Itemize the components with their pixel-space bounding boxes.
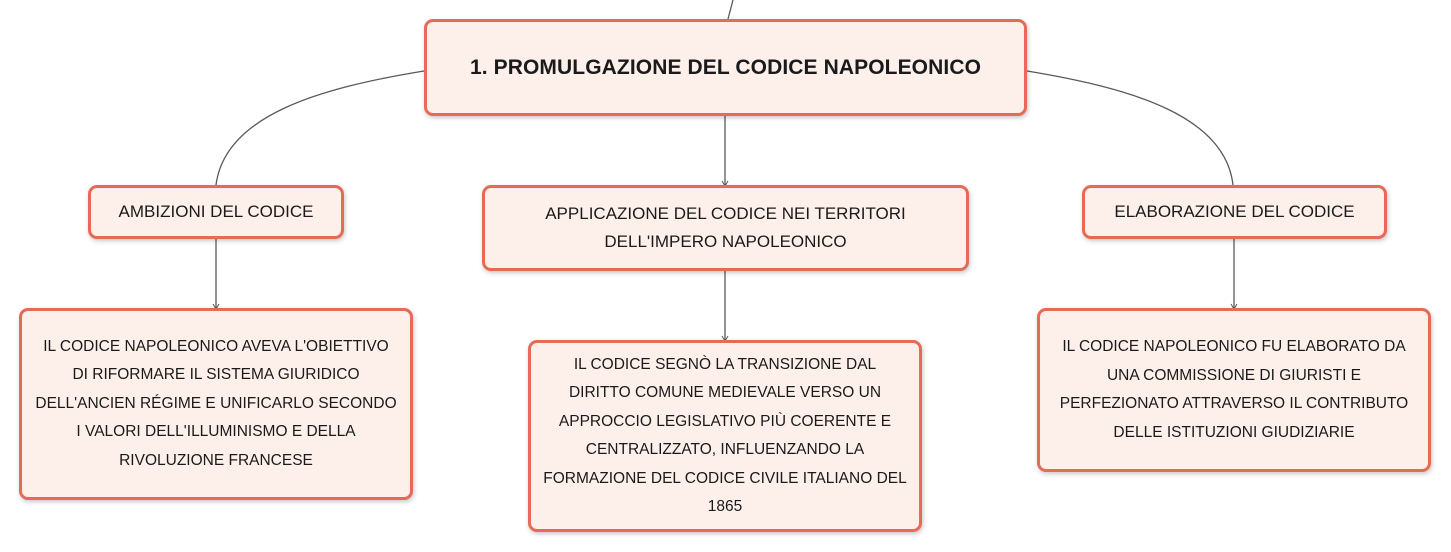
topic-node-label: AMBIZIONI DEL CODICE bbox=[118, 202, 314, 221]
detail-node-applicazione[interactable] bbox=[528, 340, 922, 532]
connector-root-to-ambizioni bbox=[216, 71, 424, 185]
topic-node-label: APPLICAZIONE DEL CODICE NEI TERRITORI DELL'IMPERO NAPOLEONICO bbox=[545, 204, 906, 251]
root-node[interactable] bbox=[424, 19, 1027, 116]
topic-node-elaborazione[interactable] bbox=[1082, 185, 1387, 239]
detail-node-text: IL CODICE NAPOLEONICO FU ELABORATO DA UNA COMMISSIONE DI GIURISTI E PERFEZIONATO ATTRAVERSO IL CONTRIBUTO DELLE ISTITUZIONI GIUDIZIARIE bbox=[1059, 338, 1409, 441]
topic-node-ambizioni[interactable] bbox=[88, 185, 344, 239]
detail-node-text: IL CODICE NAPOLEONICO AVEVA L'OBIETTIVO DI RIFORMARE IL SISTEMA GIURIDICO DELL'ANCIEN RÉGIME E UNIFICARLO SECONDO I VALORI DELL'ILLUMINISMO E DELLA RIVOLUZIONE FRANCESE bbox=[35, 337, 397, 469]
detail-node-elaborazione[interactable] bbox=[1037, 308, 1431, 472]
topic-node-applicazione[interactable] bbox=[482, 185, 969, 271]
root-node-label: 1. PROMULGAZIONE DEL CODICE NAPOLEONICO bbox=[469, 55, 982, 79]
connector-root-to-elaborazione bbox=[1027, 71, 1233, 185]
detail-node-text: IL CODICE SEGNÒ LA TRANSIZIONE DAL DIRITTO COMUNE MEDIEVALE VERSO UN APPROCCIO LEGISLATIVO PIÙ COERENTE E CENTRALIZZATO, INFLUENZANDO LA FORMAZIONE DEL CODICE CIVILE ITALIANO DEL 1865 bbox=[543, 355, 907, 515]
detail-node-ambizioni[interactable] bbox=[19, 308, 413, 500]
connector-parent-to-root bbox=[728, 0, 733, 19]
topic-node-label: ELABORAZIONE DEL CODICE bbox=[1114, 202, 1355, 221]
